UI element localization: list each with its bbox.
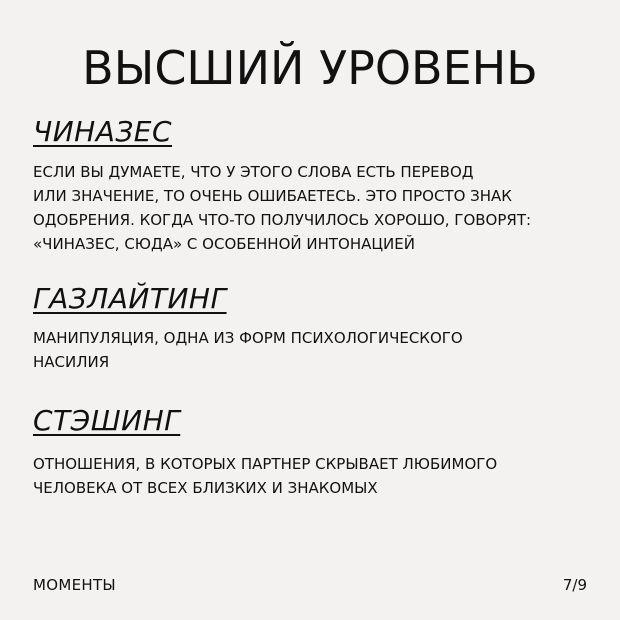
definition-line: ОТНОШЕНИЯ, В КОТОРЫХ ПАРТНЕР СКРЫВАЕТ ЛЮБИМОГО xyxy=(33,455,498,473)
definition-chinazes xyxy=(33,160,593,256)
definition-line: ЧЕЛОВЕКА ОТ ВСЕХ БЛИЗКИХ И ЗНАКОМЫХ xyxy=(33,479,378,497)
footer-brand: МОМЕНТЫ xyxy=(33,576,116,594)
term-gaslighting: ГАЗЛАЙТИНГ xyxy=(33,282,227,315)
page-counter: 7/9 xyxy=(562,576,587,594)
definition-line: МАНИПУЛЯЦИЯ, ОДНА ИЗ ФОРМ ПСИХОЛОГИЧЕСКОГО xyxy=(33,329,463,347)
definition-line: НАСИЛИЯ xyxy=(33,353,110,371)
definition-line: ЕСЛИ ВЫ ДУМАЕТЕ, ЧТО У ЭТОГО СЛОВА ЕСТЬ ПЕРЕВОД xyxy=(33,163,474,181)
term-stashing: СТЭШИНГ xyxy=(33,404,181,437)
page-title: ВЫСШИЙ УРОВЕНЬ xyxy=(82,41,538,95)
definition-line: ИЛИ ЗНАЧЕНИЕ, ТО ОЧЕНЬ ОШИБАЕТЕСЬ. ЭТО ПРОСТО ЗНАК xyxy=(33,187,512,205)
definition-gaslighting xyxy=(33,326,593,374)
definition-line: ОДОБРЕНИЯ. КОГДА ЧТО-ТО ПОЛУЧИЛОСЬ ХОРОШО, ГОВОРЯТ: xyxy=(33,211,532,229)
term-chinazes: ЧИНАЗЕС xyxy=(33,115,173,148)
definition-stashing xyxy=(33,452,593,500)
definition-line: «ЧИНАЗЕС, СЮДА» С ОСОБЕННОЙ ИНТОНАЦИЕЙ xyxy=(33,235,415,253)
